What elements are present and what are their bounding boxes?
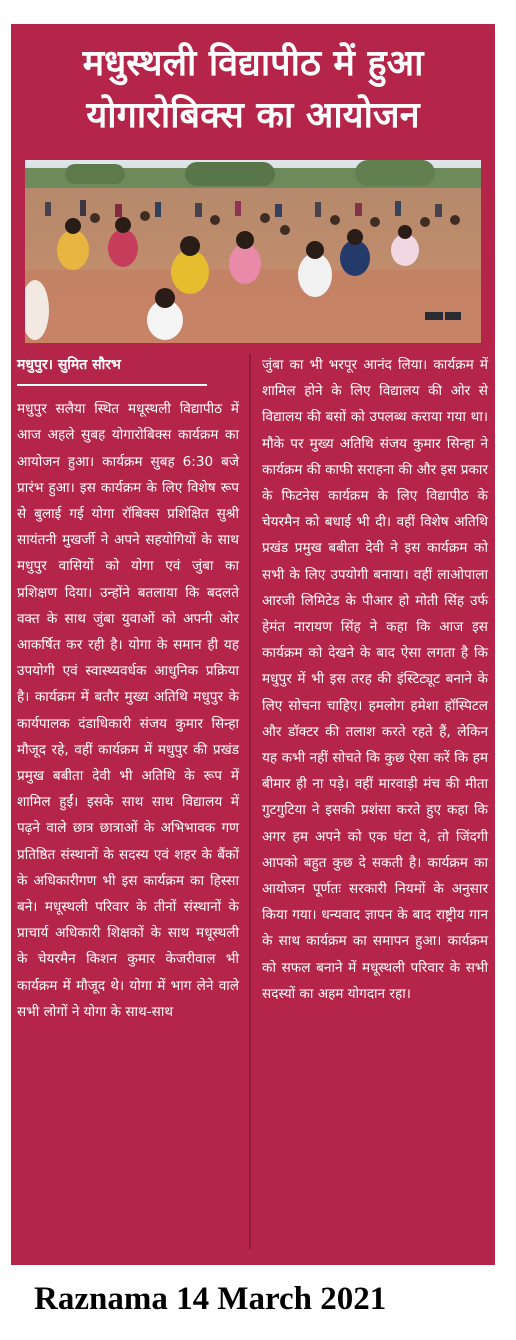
byline: मधुपुर। सुमित सौरभ — [17, 352, 207, 386]
news-clipping — [11, 24, 495, 1265]
article-column-left — [17, 352, 239, 1025]
headline-line-2: योगारोबिक्स का आयोजन — [86, 95, 420, 136]
article-column-right — [262, 352, 488, 1007]
article-text-left: मधुपुर सलैया स्थित मधूस्थली विद्यापीठ में आज अहले सुबह योगारोबिक्स कार्यक्रम का आयोजन हुआ। कार्यक्रम सुबह 6:30 बजे प्रारंभ हुआ। इस कार्यक्रम के लिए विशेष रूप से बुलाई गई योगा रॉबिक्स प्रशिक्षित सुश्री सायंतनी मुखर्जी ने अपने सहयोगियों के साथ मधुपुर वासियों को योगा एवं जुंबा का प्रशिक्षण दिया। उन्होंने बतलाया कि बदलते वक्त के साथ जुंबा युवाओं को अपनी ओर आकर्षित कर रही है। योगा के समान ही यह उपयोगी एवं स्वास्थ्यवर्धक आधुनिक प्रक्रिया है। कार्यक्रम में बतौर मुख्य अतिथि मधुपुर के कार्यपालक दंडाधिकारी संजय कुमार सिन्हा मौजूद रहे, वहीं कार्यक्रम में मधुपुर की प्रखंड प्रमुख बबीता देवी भी अतिथि के रूप में शामिल हुईं। इसके साथ साथ विद्यालय में पढ़ने वाले छात्र छात्राओं के अभिभावक गण प्रतिष्ठित संस्थानों के सदस्य एवं शहर के बैंकों के अधिकारीगण भी इस कार्यक्रम का हिस्सा बने। मधूस्थली परिवार के तीनों संस्थानों के प्राचार्य अधिकारी शिक्षकों के साथ मधूस्थली के चेयरमैन किशन कुमार केजरीवाल भी कार्यक्रम में मौजूद थे। योगा में भाग लेने वाले सभी लोगों ने योगा के साथ-साथ — [17, 401, 239, 1020]
event-photo — [25, 160, 481, 343]
headline — [11, 38, 495, 142]
article-text-right: जुंबा का भी भरपूर आनंद लिया। कार्यक्रम में शामिल होने के लिए विद्यालय की ओर से विद्यालय की बसों को उपलब्ध कराया गया था। मौके पर मुख्य अतिथि संजय कुमार सिन्हा ने कार्यक्रम की काफी सराहना की और इस प्रकार के फिटनेस कार्यक्रम के लिए विद्यापीठ के चेयरमैन को बधाई भी दी। वहीं विशेष अतिथि प्रखंड प्रमुख बबीता देवी ने इस कार्यक्रम को सभी के लिए उपयोगी बनाया। वहीं लाओपाला आरजी लिमिटेड के पीआर हो मोती सिंह उर्फ हेमंत नारायण सिंह ने कहा कि आज इस कार्यक्रम को देखने के बाद ऐसा लगता है कि मधुपुर में भी इस तरह की इंस्टिट्यूट बनाने के लिए सोचना चाहिए। हमलोग हमेशा हॉस्पिटल और डॉक्टर की तलाश करते रहते हैं, लेकिन यह कभी नहीं सोचते कि कुछ ऐसा करें कि हम बीमार ही ना पड़े। वहीं मारवाड़ी मंच की मीता गुटगुटिया ने इसकी प्रशंसा करते हुए कहा कि अगर हम अपने को एक घंटा दे, तो जिंदगी आपको बहुत कुछ दे सकती है। कार्यक्रम का आयोजन पूर्णतः सरकारी नियमों के अनुसार किया गया। धन्यवाद ज्ञापन के बाद राष्ट्रीय गान के साथ कार्यक्रम का समापन हुआ। कार्यक्रम को सफल बनाने में मधूस्थली परिवार के सभी सदस्यों का अहम योगदान रहा। — [262, 357, 488, 1002]
headline-line-1: मधुस्थली विद्यापीठ में हुआ — [82, 43, 424, 84]
source-caption: Raznama 14 March 2021 — [34, 1281, 387, 1317]
column-divider — [249, 354, 251, 1249]
